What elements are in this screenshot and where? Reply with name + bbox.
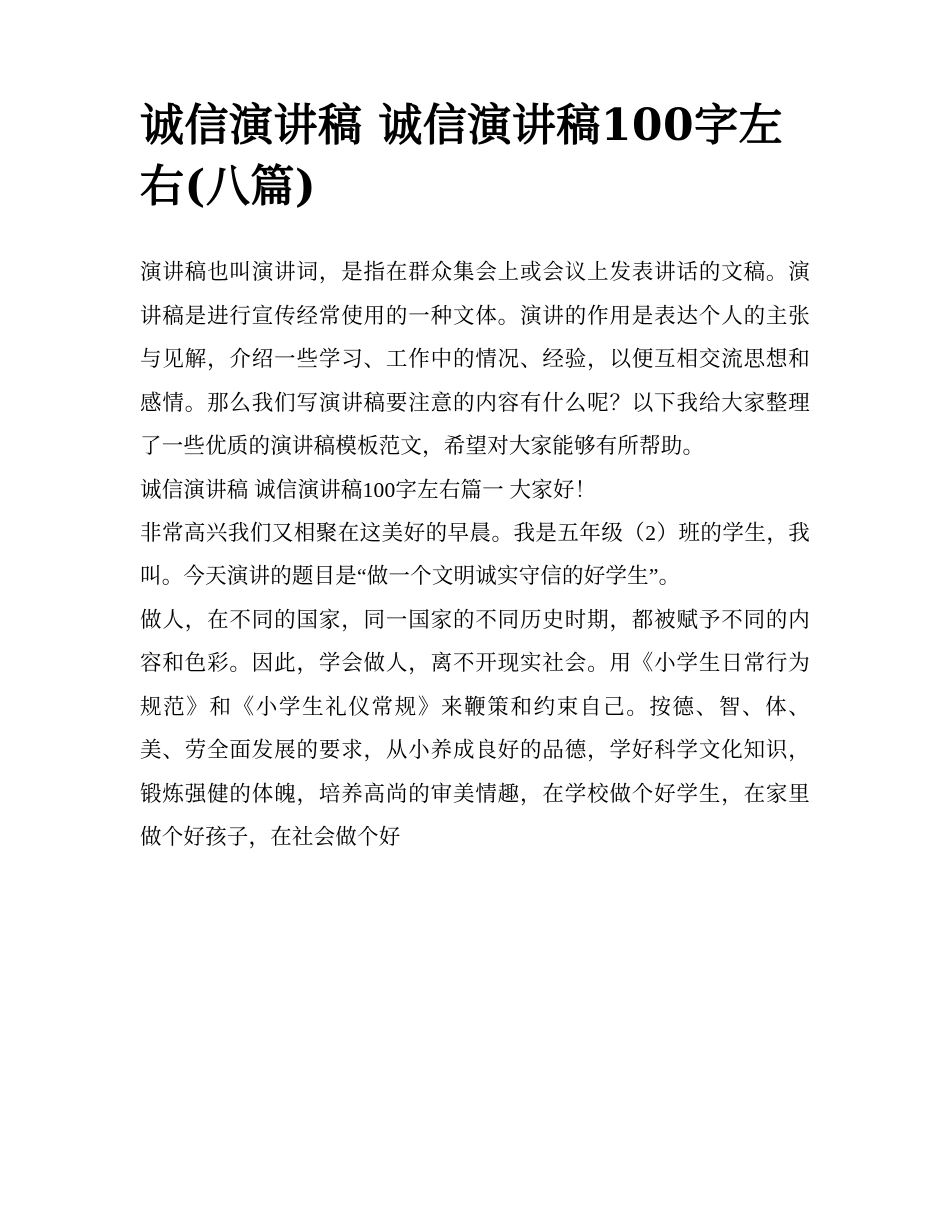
paragraph-greeting: 非常高兴我们又相聚在这美好的早晨。我是五年级（2）班的学生，我叫。今天演讲的题目是“做一个文明诚实守信的好学生”。 bbox=[140, 520, 810, 589]
paragraph-section-heading: 诚信演讲稿 诚信演讲稿100字左右篇一 大家好！ bbox=[140, 477, 597, 502]
paragraph-intro: 演讲稿也叫演讲词，是指在群众集会上或会议上发表讲话的文稿。演讲稿是进行宣传经常使用的一种文体。演讲的作用是表达个人的主张与见解，介绍一些学习、工作中的情况、经验，以便互相交流思想和感情。那么我们写演讲稿要注意的内容有什么呢？以下我给大家整理了一些优质的演讲稿模板范文，希望对大家能够有所帮助。 bbox=[140, 260, 810, 459]
paragraph-body: 做人，在不同的国家，同一国家的不同历史时期，都被赋予不同的内容和色彩。因此，学会做人，离不开现实社会。用《小学生日常行为规范》和《小学生礼仪常规》来鞭策和约束自己。按德、智、体、美、劳全面发展的要求，从小养成良好的品德，学好科学文化知识，锻炼强健的体魄，培养高尚的审美情趣，在学校做个好学生，在家里做个好孩子，在社会做个好 bbox=[140, 607, 810, 849]
page-title: 诚信演讲稿 诚信演讲稿100字左右(八篇) bbox=[140, 100, 784, 212]
